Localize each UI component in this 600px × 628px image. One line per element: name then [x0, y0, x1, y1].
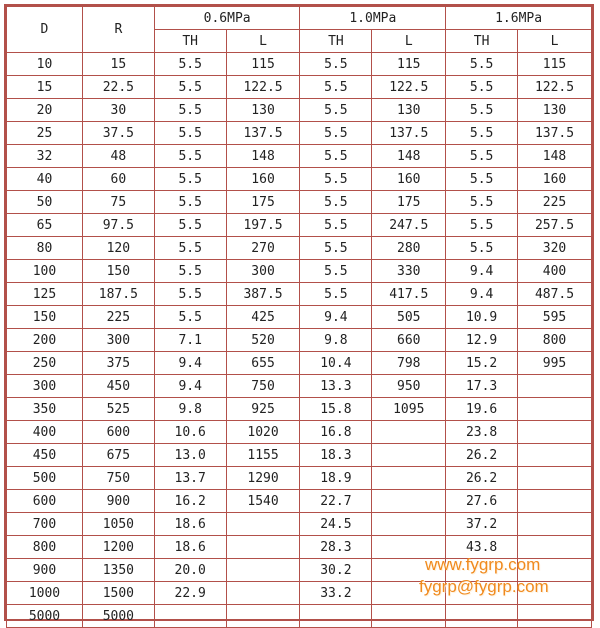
cell-l-1-6: 130	[518, 99, 592, 122]
cell-l-0-6: 148	[226, 145, 300, 168]
cell-th-1-6	[446, 559, 518, 582]
cell-d: 40	[7, 168, 83, 191]
header-th: TH	[300, 30, 372, 53]
cell-l-1-6	[518, 444, 592, 467]
cell-l-1-0: 160	[372, 168, 446, 191]
cell-l-0-6: 137.5	[226, 122, 300, 145]
cell-d: 200	[7, 329, 83, 352]
cell-l-1-6	[518, 490, 592, 513]
cell-l-0-6: 1290	[226, 467, 300, 490]
cell-l-0-6: 750	[226, 375, 300, 398]
cell-d: 65	[7, 214, 83, 237]
table-row	[7, 237, 592, 260]
cell-th-0-6: 16.2	[154, 490, 226, 513]
cell-l-1-6: 595	[518, 306, 592, 329]
cell-l-0-6: 160	[226, 168, 300, 191]
table-body	[7, 53, 592, 628]
cell-l-1-0	[372, 467, 446, 490]
cell-d: 900	[7, 559, 83, 582]
cell-th-1-6: 17.3	[446, 375, 518, 398]
cell-l-1-0: 660	[372, 329, 446, 352]
cell-l-1-6: 122.5	[518, 76, 592, 99]
cell-d: 250	[7, 352, 83, 375]
cell-th-1-0: 16.8	[300, 421, 372, 444]
table-row	[7, 536, 592, 559]
cell-th-1-0: 5.5	[300, 214, 372, 237]
table-row	[7, 398, 592, 421]
cell-d: 300	[7, 375, 83, 398]
cell-th-0-6: 20.0	[154, 559, 226, 582]
cell-th-0-6: 9.8	[154, 398, 226, 421]
cell-r: 187.5	[82, 283, 154, 306]
cell-r: 450	[82, 375, 154, 398]
cell-r: 48	[82, 145, 154, 168]
cell-l-1-0	[372, 444, 446, 467]
cell-th-0-6: 5.5	[154, 283, 226, 306]
table-row	[7, 145, 592, 168]
cell-l-0-6	[226, 559, 300, 582]
cell-th-1-6: 5.5	[446, 168, 518, 191]
cell-r: 900	[82, 490, 154, 513]
cell-d: 5000	[7, 605, 83, 628]
cell-r: 60	[82, 168, 154, 191]
cell-d: 125	[7, 283, 83, 306]
header-pressure-0-6: 0.6MPa	[154, 7, 300, 30]
table-row	[7, 168, 592, 191]
cell-l-0-6: 130	[226, 99, 300, 122]
cell-th-0-6: 9.4	[154, 352, 226, 375]
cell-l-0-6: 300	[226, 260, 300, 283]
watermark-website: www.fygrp.com	[425, 555, 541, 574]
cell-th-1-0: 5.5	[300, 283, 372, 306]
cell-l-1-0: 1095	[372, 398, 446, 421]
cell-l-1-0: 115	[372, 53, 446, 76]
cell-th-1-0: 13.3	[300, 375, 372, 398]
cell-l-0-6	[226, 605, 300, 628]
cell-l-1-0: 505	[372, 306, 446, 329]
cell-th-1-6: 26.2	[446, 444, 518, 467]
table-row	[7, 444, 592, 467]
table-row	[7, 513, 592, 536]
table-row	[7, 53, 592, 76]
cell-l-1-6	[518, 559, 592, 582]
table-row	[7, 421, 592, 444]
cell-th-1-6: 26.2	[446, 467, 518, 490]
cell-d: 25	[7, 122, 83, 145]
table-row	[7, 283, 592, 306]
pressure-spec-table	[6, 6, 592, 628]
cell-th-1-6: 23.8	[446, 421, 518, 444]
cell-l-1-6	[518, 582, 592, 605]
cell-th-1-6: 5.5	[446, 76, 518, 99]
cell-l-1-6	[518, 513, 592, 536]
cell-l-1-6: 995	[518, 352, 592, 375]
cell-th-1-0: 5.5	[300, 122, 372, 145]
cell-d: 600	[7, 490, 83, 513]
cell-d: 100	[7, 260, 83, 283]
cell-l-1-0: 122.5	[372, 76, 446, 99]
cell-d: 20	[7, 99, 83, 122]
cell-th-0-6: 13.0	[154, 444, 226, 467]
table-row	[7, 329, 592, 352]
cell-r: 15	[82, 53, 154, 76]
cell-l-0-6: 270	[226, 237, 300, 260]
cell-th-0-6: 13.7	[154, 467, 226, 490]
cell-th-1-0: 5.5	[300, 53, 372, 76]
cell-d: 500	[7, 467, 83, 490]
cell-l-1-0: 798	[372, 352, 446, 375]
cell-l-0-6: 1020	[226, 421, 300, 444]
cell-th-1-0: 28.3	[300, 536, 372, 559]
cell-l-1-0	[372, 513, 446, 536]
cell-l-1-6	[518, 398, 592, 421]
table-row	[7, 352, 592, 375]
table-row	[7, 260, 592, 283]
cell-l-1-0: 148	[372, 145, 446, 168]
cell-l-1-0: 247.5	[372, 214, 446, 237]
cell-l-1-0	[372, 536, 446, 559]
cell-l-1-0: 280	[372, 237, 446, 260]
cell-th-1-6: 5.5	[446, 237, 518, 260]
cell-l-0-6: 655	[226, 352, 300, 375]
cell-d: 10	[7, 53, 83, 76]
cell-r: 675	[82, 444, 154, 467]
cell-l-1-6: 320	[518, 237, 592, 260]
cell-l-1-6	[518, 467, 592, 490]
cell-l-0-6: 425	[226, 306, 300, 329]
cell-th-0-6: 5.5	[154, 237, 226, 260]
cell-th-0-6: 5.5	[154, 260, 226, 283]
cell-th-0-6: 5.5	[154, 145, 226, 168]
cell-r: 120	[82, 237, 154, 260]
cell-th-1-6: 43.8	[446, 536, 518, 559]
cell-d: 32	[7, 145, 83, 168]
cell-d: 400	[7, 421, 83, 444]
cell-th-1-0: 10.4	[300, 352, 372, 375]
cell-l-1-0: 130	[372, 99, 446, 122]
cell-th-1-0: 5.5	[300, 145, 372, 168]
cell-l-1-0: 175	[372, 191, 446, 214]
table-row	[7, 214, 592, 237]
cell-l-0-6: 925	[226, 398, 300, 421]
cell-l-0-6: 122.5	[226, 76, 300, 99]
cell-th-1-6: 12.9	[446, 329, 518, 352]
cell-th-0-6: 5.5	[154, 214, 226, 237]
cell-d: 800	[7, 536, 83, 559]
table-row	[7, 99, 592, 122]
cell-th-1-0: 22.7	[300, 490, 372, 513]
cell-th-1-6	[446, 605, 518, 628]
cell-r: 1200	[82, 536, 154, 559]
cell-th-0-6: 5.5	[154, 191, 226, 214]
table-row	[7, 375, 592, 398]
cell-l-0-6: 197.5	[226, 214, 300, 237]
cell-d: 450	[7, 444, 83, 467]
cell-th-1-0: 5.5	[300, 191, 372, 214]
cell-l-1-6	[518, 536, 592, 559]
header-l: L	[372, 30, 446, 53]
cell-r: 300	[82, 329, 154, 352]
cell-th-1-6	[446, 582, 518, 605]
cell-r: 225	[82, 306, 154, 329]
cell-th-1-6: 10.9	[446, 306, 518, 329]
cell-th-0-6	[154, 605, 226, 628]
cell-l-1-6: 115	[518, 53, 592, 76]
header-r: R	[82, 7, 154, 53]
cell-th-1-0: 5.5	[300, 168, 372, 191]
cell-th-1-6: 5.5	[446, 53, 518, 76]
cell-l-1-0	[372, 559, 446, 582]
cell-th-1-6: 5.5	[446, 214, 518, 237]
table-row	[7, 582, 592, 605]
cell-l-1-0	[372, 582, 446, 605]
cell-l-1-0	[372, 490, 446, 513]
cell-th-1-0: 5.5	[300, 237, 372, 260]
cell-r: 750	[82, 467, 154, 490]
cell-th-0-6: 5.5	[154, 76, 226, 99]
cell-l-1-6: 487.5	[518, 283, 592, 306]
cell-th-1-6: 37.2	[446, 513, 518, 536]
cell-th-1-0	[300, 605, 372, 628]
cell-l-1-6: 400	[518, 260, 592, 283]
cell-th-1-6: 5.5	[446, 122, 518, 145]
cell-r: 525	[82, 398, 154, 421]
cell-th-0-6: 7.1	[154, 329, 226, 352]
table-row	[7, 467, 592, 490]
cell-th-0-6: 5.5	[154, 168, 226, 191]
cell-th-1-6: 19.6	[446, 398, 518, 421]
cell-l-1-6	[518, 421, 592, 444]
cell-l-1-0: 950	[372, 375, 446, 398]
cell-l-1-0: 417.5	[372, 283, 446, 306]
cell-th-1-6: 27.6	[446, 490, 518, 513]
table-row	[7, 122, 592, 145]
table-row	[7, 191, 592, 214]
header-row-pressure	[7, 7, 592, 30]
cell-d: 80	[7, 237, 83, 260]
header-l: L	[226, 30, 300, 53]
cell-l-1-6	[518, 605, 592, 628]
cell-r: 5000	[82, 605, 154, 628]
cell-r: 75	[82, 191, 154, 214]
header-pressure-1-6: 1.6MPa	[446, 7, 592, 30]
cell-r: 375	[82, 352, 154, 375]
cell-th-0-6: 5.5	[154, 99, 226, 122]
cell-th-1-6: 5.5	[446, 191, 518, 214]
watermark-email: fygrp@fygrp.com	[419, 577, 549, 596]
cell-th-1-0: 9.4	[300, 306, 372, 329]
table-header	[7, 7, 592, 53]
cell-th-1-0: 5.5	[300, 99, 372, 122]
cell-th-1-6: 15.2	[446, 352, 518, 375]
cell-l-1-6: 225	[518, 191, 592, 214]
cell-th-1-0: 18.3	[300, 444, 372, 467]
cell-l-1-0: 137.5	[372, 122, 446, 145]
cell-r: 37.5	[82, 122, 154, 145]
table-row	[7, 605, 592, 628]
cell-th-1-0: 30.2	[300, 559, 372, 582]
header-d: D	[7, 7, 83, 53]
cell-l-1-6: 137.5	[518, 122, 592, 145]
cell-r: 22.5	[82, 76, 154, 99]
header-th: TH	[154, 30, 226, 53]
cell-r: 1350	[82, 559, 154, 582]
cell-l-1-6: 257.5	[518, 214, 592, 237]
cell-l-0-6: 1540	[226, 490, 300, 513]
spec-table-container	[4, 4, 594, 624]
cell-th-1-0: 9.8	[300, 329, 372, 352]
cell-r: 30	[82, 99, 154, 122]
table-row	[7, 306, 592, 329]
cell-r: 600	[82, 421, 154, 444]
cell-r: 1500	[82, 582, 154, 605]
cell-l-0-6: 115	[226, 53, 300, 76]
cell-th-0-6: 5.5	[154, 122, 226, 145]
cell-l-0-6	[226, 513, 300, 536]
cell-th-1-0: 5.5	[300, 76, 372, 99]
cell-th-1-0: 15.8	[300, 398, 372, 421]
cell-d: 50	[7, 191, 83, 214]
cell-th-1-6: 9.4	[446, 283, 518, 306]
header-th: TH	[446, 30, 518, 53]
cell-d: 150	[7, 306, 83, 329]
cell-th-1-0: 5.5	[300, 260, 372, 283]
cell-th-0-6: 18.6	[154, 513, 226, 536]
cell-th-1-0: 33.2	[300, 582, 372, 605]
cell-l-0-6	[226, 536, 300, 559]
cell-th-1-6: 5.5	[446, 99, 518, 122]
table-row	[7, 559, 592, 582]
table-row	[7, 490, 592, 513]
cell-th-1-0: 24.5	[300, 513, 372, 536]
cell-d: 15	[7, 76, 83, 99]
cell-th-0-6: 10.6	[154, 421, 226, 444]
cell-l-0-6: 175	[226, 191, 300, 214]
cell-l-1-0	[372, 605, 446, 628]
cell-l-1-6	[518, 375, 592, 398]
header-l: L	[518, 30, 592, 53]
cell-th-1-6: 9.4	[446, 260, 518, 283]
cell-l-1-6: 800	[518, 329, 592, 352]
header-pressure-1-0: 1.0MPa	[300, 7, 446, 30]
cell-l-1-0	[372, 421, 446, 444]
cell-l-1-6: 148	[518, 145, 592, 168]
cell-l-1-6: 160	[518, 168, 592, 191]
cell-th-0-6: 18.6	[154, 536, 226, 559]
cell-l-0-6: 1155	[226, 444, 300, 467]
cell-r: 1050	[82, 513, 154, 536]
cell-l-0-6: 387.5	[226, 283, 300, 306]
cell-th-0-6: 9.4	[154, 375, 226, 398]
cell-d: 350	[7, 398, 83, 421]
table-row	[7, 76, 592, 99]
cell-th-0-6: 5.5	[154, 306, 226, 329]
cell-r: 150	[82, 260, 154, 283]
cell-th-1-0: 18.9	[300, 467, 372, 490]
cell-r: 97.5	[82, 214, 154, 237]
cell-d: 1000	[7, 582, 83, 605]
cell-l-0-6: 520	[226, 329, 300, 352]
cell-th-0-6: 5.5	[154, 53, 226, 76]
cell-l-1-0: 330	[372, 260, 446, 283]
cell-th-0-6: 22.9	[154, 582, 226, 605]
cell-th-1-6: 5.5	[446, 145, 518, 168]
cell-l-0-6	[226, 582, 300, 605]
cell-d: 700	[7, 513, 83, 536]
